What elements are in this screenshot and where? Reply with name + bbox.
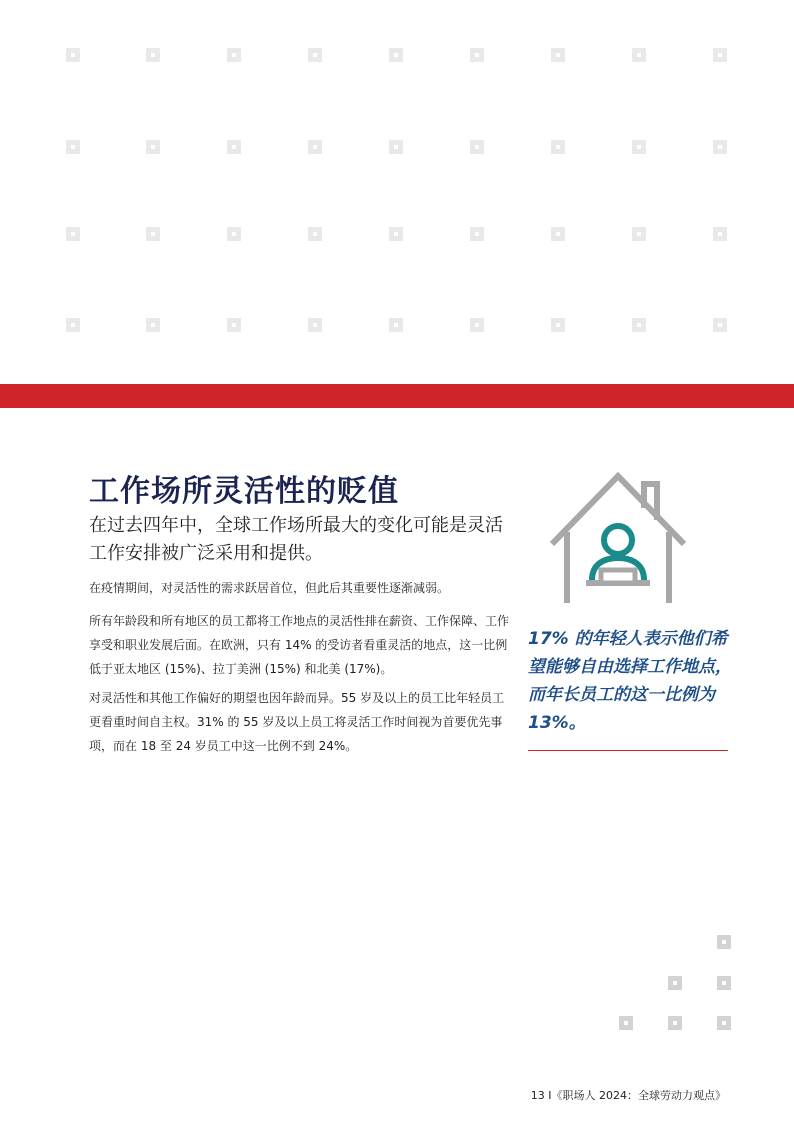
lead-paragraph: 在过去四年中，全球工作场所最大的变化可能是灵活工作安排被广泛采用和提供。 bbox=[89, 515, 503, 564]
pattern-square-icon bbox=[227, 48, 241, 62]
pattern-square-icon bbox=[308, 140, 322, 154]
pattern-square-icon bbox=[668, 976, 682, 990]
pattern-square-icon bbox=[146, 140, 160, 154]
pattern-square-icon bbox=[66, 318, 80, 332]
body-paragraph-1: 在疫情期间，对灵活性的需求跃居首位，但此后其重要性逐渐减弱。 bbox=[89, 581, 450, 595]
pattern-square-icon bbox=[470, 140, 484, 154]
pattern-square-icon bbox=[389, 140, 403, 154]
callout-quote: 17% 的年轻人表示他们希望能够自由选择工作地点，而年长员工的这一比例为 13%。 bbox=[528, 629, 732, 733]
pattern-square-icon bbox=[66, 227, 80, 241]
body-paragraph-3: 对灵活性和其他工作偏好的期望也因年龄而异。55 岁及以上的员工比年轻员工更看重时间自主权。31% 的 55 岁及以上员工将灵活工作时间视为首要优先事项，而在 18 至 24 岁员工中这一比例不到 24%。 bbox=[89, 691, 505, 753]
pattern-square-icon bbox=[470, 318, 484, 332]
pattern-square-icon bbox=[227, 318, 241, 332]
pattern-square-icon bbox=[470, 227, 484, 241]
pattern-square-icon bbox=[308, 227, 322, 241]
pattern-square-icon bbox=[632, 227, 646, 241]
pattern-square-icon bbox=[389, 318, 403, 332]
pattern-square-icon bbox=[308, 48, 322, 62]
pattern-square-icon bbox=[619, 1016, 633, 1030]
pattern-square-icon bbox=[632, 48, 646, 62]
pattern-square-icon bbox=[713, 227, 727, 241]
pattern-square-icon bbox=[551, 48, 565, 62]
pattern-square-icon bbox=[227, 227, 241, 241]
callout-underline bbox=[528, 750, 728, 751]
pattern-square-icon bbox=[308, 318, 322, 332]
body-paragraph-2: 所有年龄段和所有地区的员工都将工作地点的灵活性排在薪资、工作保障、工作享受和职业发展后面。在欧洲，只有 14% 的受访者看重灵活的地点，这一比例低于亚太地区 (15%)、拉丁美洲 (15%) 和北美 (17%)。 bbox=[89, 614, 510, 676]
pattern-square-icon bbox=[717, 935, 731, 949]
pattern-square-icon bbox=[668, 1016, 682, 1030]
pattern-square-icon bbox=[717, 1016, 731, 1030]
pattern-square-icon bbox=[227, 140, 241, 154]
pattern-square-icon bbox=[66, 140, 80, 154]
pattern-square-icon bbox=[66, 48, 80, 62]
pattern-square-icon bbox=[389, 48, 403, 62]
home-worker-icon bbox=[546, 470, 690, 605]
pattern-square-icon bbox=[146, 227, 160, 241]
section-heading: 工作场所灵活性的贬值 bbox=[89, 474, 399, 509]
pattern-square-icon bbox=[551, 318, 565, 332]
pattern-square-icon bbox=[717, 976, 731, 990]
section-divider-band bbox=[0, 384, 794, 408]
pattern-square-icon bbox=[713, 48, 727, 62]
pattern-square-icon bbox=[389, 227, 403, 241]
pattern-square-icon bbox=[632, 318, 646, 332]
pattern-square-icon bbox=[146, 48, 160, 62]
pattern-square-icon bbox=[713, 318, 727, 332]
pattern-square-icon bbox=[146, 318, 160, 332]
pattern-square-icon bbox=[632, 140, 646, 154]
pattern-square-icon bbox=[551, 227, 565, 241]
page-footer: 13 I《职场人 2024：全球劳动力观点》 bbox=[530, 1089, 726, 1102]
pattern-square-icon bbox=[470, 48, 484, 62]
pattern-square-icon bbox=[551, 140, 565, 154]
pattern-square-icon bbox=[713, 140, 727, 154]
